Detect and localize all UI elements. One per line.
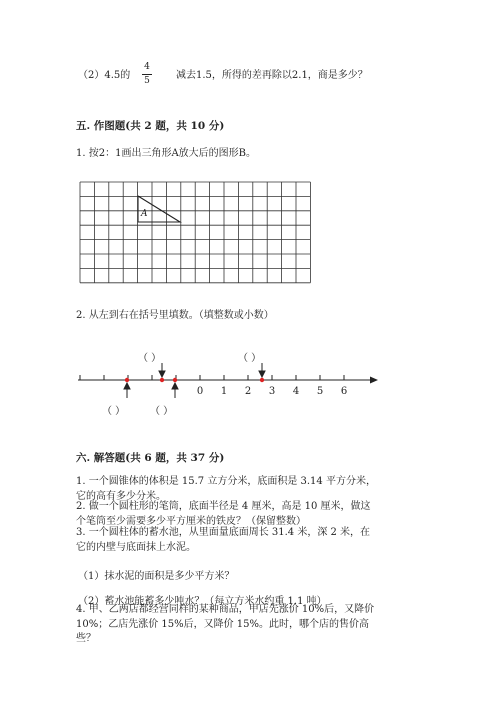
triangle-label: A: [141, 209, 148, 219]
number-line-tick-label: 6: [340, 386, 348, 397]
number-line-tick-label: 0: [196, 386, 204, 397]
number-line-tick-label: 2: [244, 386, 252, 397]
section-5-question-2: 2. 从左到右在括号里填数。（填整数或小数）: [76, 310, 274, 321]
fraction-numerator: 4: [144, 62, 150, 72]
point-1: [125, 378, 129, 382]
problem-3: 3. 一个圆柱体的蓄水池，从里面量底面周长 31.4 米，深 2 米，在它的内壁与底面抹上水泥。: [76, 527, 371, 553]
answer-bracket-2[interactable]: （ ）: [138, 353, 162, 364]
answer-bracket-3[interactable]: （ ）: [150, 406, 174, 417]
number-line-tick-label: 3: [268, 386, 276, 397]
problem-1: 1. 一个圆锥体的体积是 15.7 立方分米，底面积是 3.14 平方分米，它的高有多少分米。: [76, 476, 376, 502]
problem-4: 4. 甲、乙两店都经营同样的某种商品，甲店先涨价 10%后，又降价 10%；乙店先涨价 15%后，又降价 15%。此时，哪个店的售价高些？: [76, 604, 375, 644]
question-2-suffix: 减去1.5，所得的差再除以2.1，商是多少？: [176, 70, 368, 81]
problem-2: 2. 做一个圆柱形的笔筒，底面半径是 4 厘米，高是 10 厘米，做这个笔筒至少需要多少平方厘米的铁皮？（保留整数）: [76, 501, 371, 527]
point-2: [160, 378, 164, 382]
number-line-tick-label: 4: [292, 386, 300, 397]
problem-3-sub-1: （1）抹水泥的面积是多少平方米？: [78, 571, 235, 582]
answer-bracket-4[interactable]: （ ）: [238, 353, 262, 364]
square-grid: [80, 182, 310, 283]
section-5-title: 五. 作图题(共 2 题，共 10 分): [76, 120, 225, 132]
point-3: [173, 378, 177, 382]
section-5-question-1: 1. 按2：1画出三角形A放大后的图形B。: [76, 148, 257, 159]
number-line-tick-label: 1: [220, 386, 228, 397]
point-4: [260, 378, 264, 382]
section-6-title: 六. 解答题(共 6 题，共 37 分): [76, 452, 225, 464]
question-2-prefix: （2）4.5的: [78, 70, 131, 81]
problem-3-sub-2: （2）蓄水池能蓄多少吨水？（每立方米水约重 1.1 吨）: [78, 596, 327, 607]
answer-bracket-1[interactable]: （ ）: [102, 406, 126, 417]
number-line: [78, 363, 378, 398]
number-line-tick-label: 5: [316, 386, 324, 397]
fraction-denominator: 5: [144, 76, 150, 86]
